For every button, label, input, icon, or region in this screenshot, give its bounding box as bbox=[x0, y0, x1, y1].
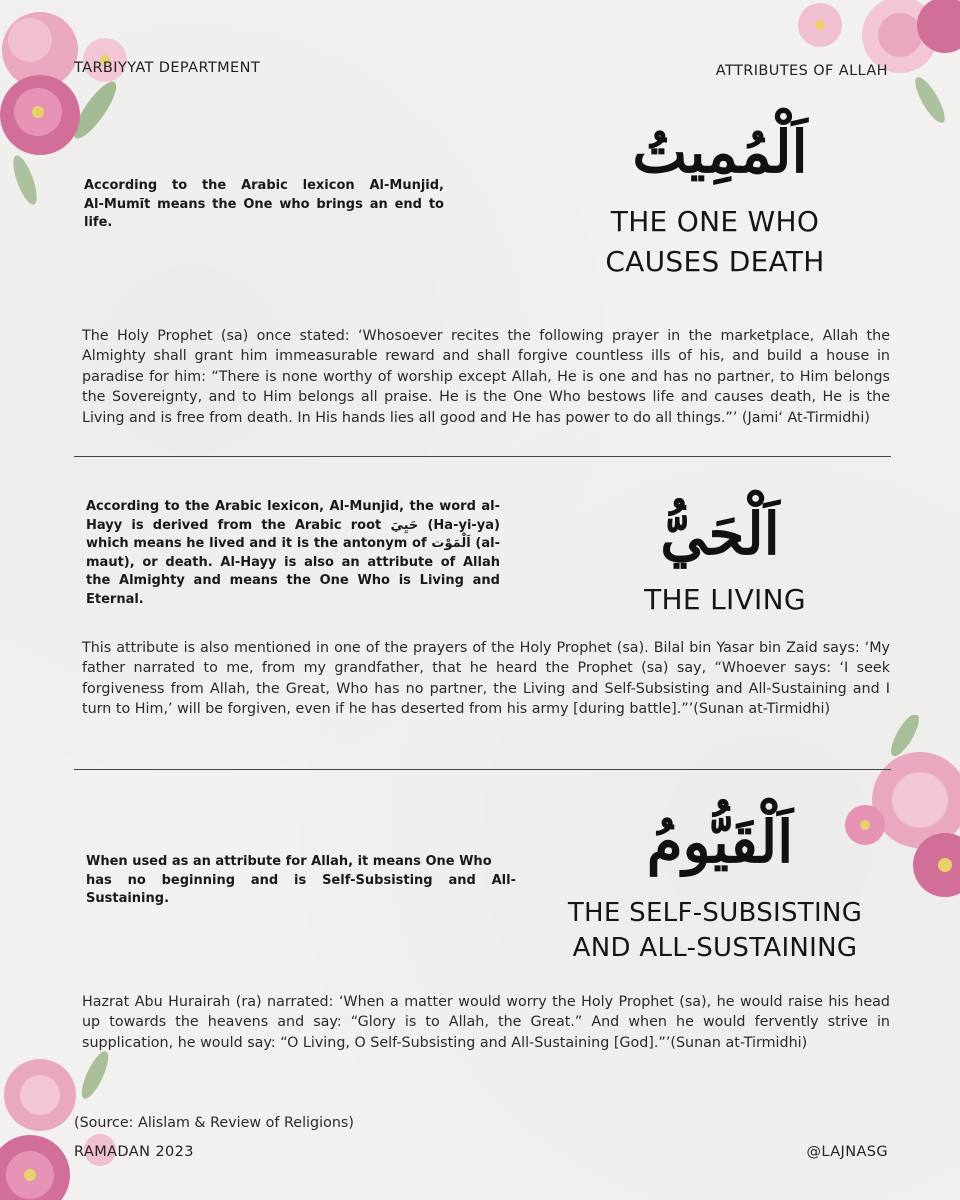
title-line: THE SELF-SUBSISTING bbox=[567, 898, 863, 928]
section-divider bbox=[74, 456, 891, 457]
title-line: AND ALL-SUSTAINING bbox=[572, 933, 858, 963]
footer-date: RAMADAN 2023 bbox=[74, 1144, 194, 1160]
title-al-mumit bbox=[560, 202, 870, 282]
series-title: ATTRIBUTES OF ALLAH bbox=[715, 63, 888, 79]
body-al-mumit: The Holy Prophet (sa) once stated: ‘Whosoever recites the following prayer in the marketplace, Allah the Almighty shall grant him immeasurable reward and shall forgive countless ills of his, and build a house in paradise for him: “There is none worthy of worship except Allah, He is one and has no partner, to Him belongs the Sovereignty, and to Him belongs all praise. He is the One Who bestows life and causes death, He is the Living and is free from death. In His hands lies all good and He has power to do all things.”’ (Jami‘ At-Tirmidhi) bbox=[82, 328, 890, 426]
arabic-al-hayy: اَلْحَيُّ bbox=[660, 500, 780, 568]
department-label: TARBIYYAT DEPARTMENT bbox=[74, 60, 261, 76]
arabic-al-mumit: اَلْمُمِيتُ bbox=[632, 118, 808, 186]
lead-line: When used as an attribute for Allah, it means One Who bbox=[86, 854, 492, 869]
lead-al-qayyum bbox=[86, 853, 516, 909]
lead-al-hayy: According to the Arabic lexicon, Al-Munjid, the word al-Hayy is derived from the Arabic root حَيِيَ (Ha-yi-ya) which means he lived and it is the antonym of اَلْمَوْت (al-maut), or death. Al-Hayy is also an attribute of Allah the Almighty and means the One Who is Living and Eternal. bbox=[86, 499, 501, 607]
arabic-al-qayyum: اَلْقَيُّومُ bbox=[646, 808, 794, 876]
body-al-qayyum: Hazrat Abu Hurairah (ra) narrated: ‘When a matter would worry the Holy Prophet (sa), he would raise his head up towards the heavens and say: “Glory is to Allah, the Great.” And when he would fervently strive in supplication, he would say: “O Living, O Self-Subsisting and All-Sustaining [God].”’(Sunan at-Tirmidhi) bbox=[82, 994, 890, 1051]
title-al-qayyum bbox=[540, 896, 890, 966]
title-line: CAUSES DEATH bbox=[605, 245, 825, 278]
source-note: (Source: Alislam & Review of Religions) bbox=[74, 1115, 354, 1131]
lead-line: According to the Arabic lexicon Al-Munjid, bbox=[84, 178, 444, 193]
title-line: THE ONE WHO bbox=[610, 205, 820, 238]
lead-line: Al-Mumīt means the One who brings an end to life. bbox=[84, 196, 444, 230]
section-divider bbox=[74, 769, 891, 770]
lead-line: has no beginning and is Self-Subsisting and All-Sustaining. bbox=[86, 872, 516, 906]
title-al-hayy: THE LIVING bbox=[644, 583, 806, 616]
body-al-hayy: This attribute is also mentioned in one of the prayers of the Holy Prophet (sa). Bilal bin Yasar bin Zaid says: ‘My father narrated to me, from my grandfather, that he heard the Prophet (sa) say, “Whoever says: ‘I seek forgiveness from Allah, the Great, Who has no partner, the Living and Self-Subsisting and All-Sustaining and I turn to Him,’ will be forgiven, even if he has deserted from his army [during battle].”’(Sunan at-Tirmidhi) bbox=[82, 640, 890, 718]
footer-handle: @LAJNASG bbox=[806, 1144, 888, 1160]
lead-al-mumit bbox=[84, 177, 444, 233]
